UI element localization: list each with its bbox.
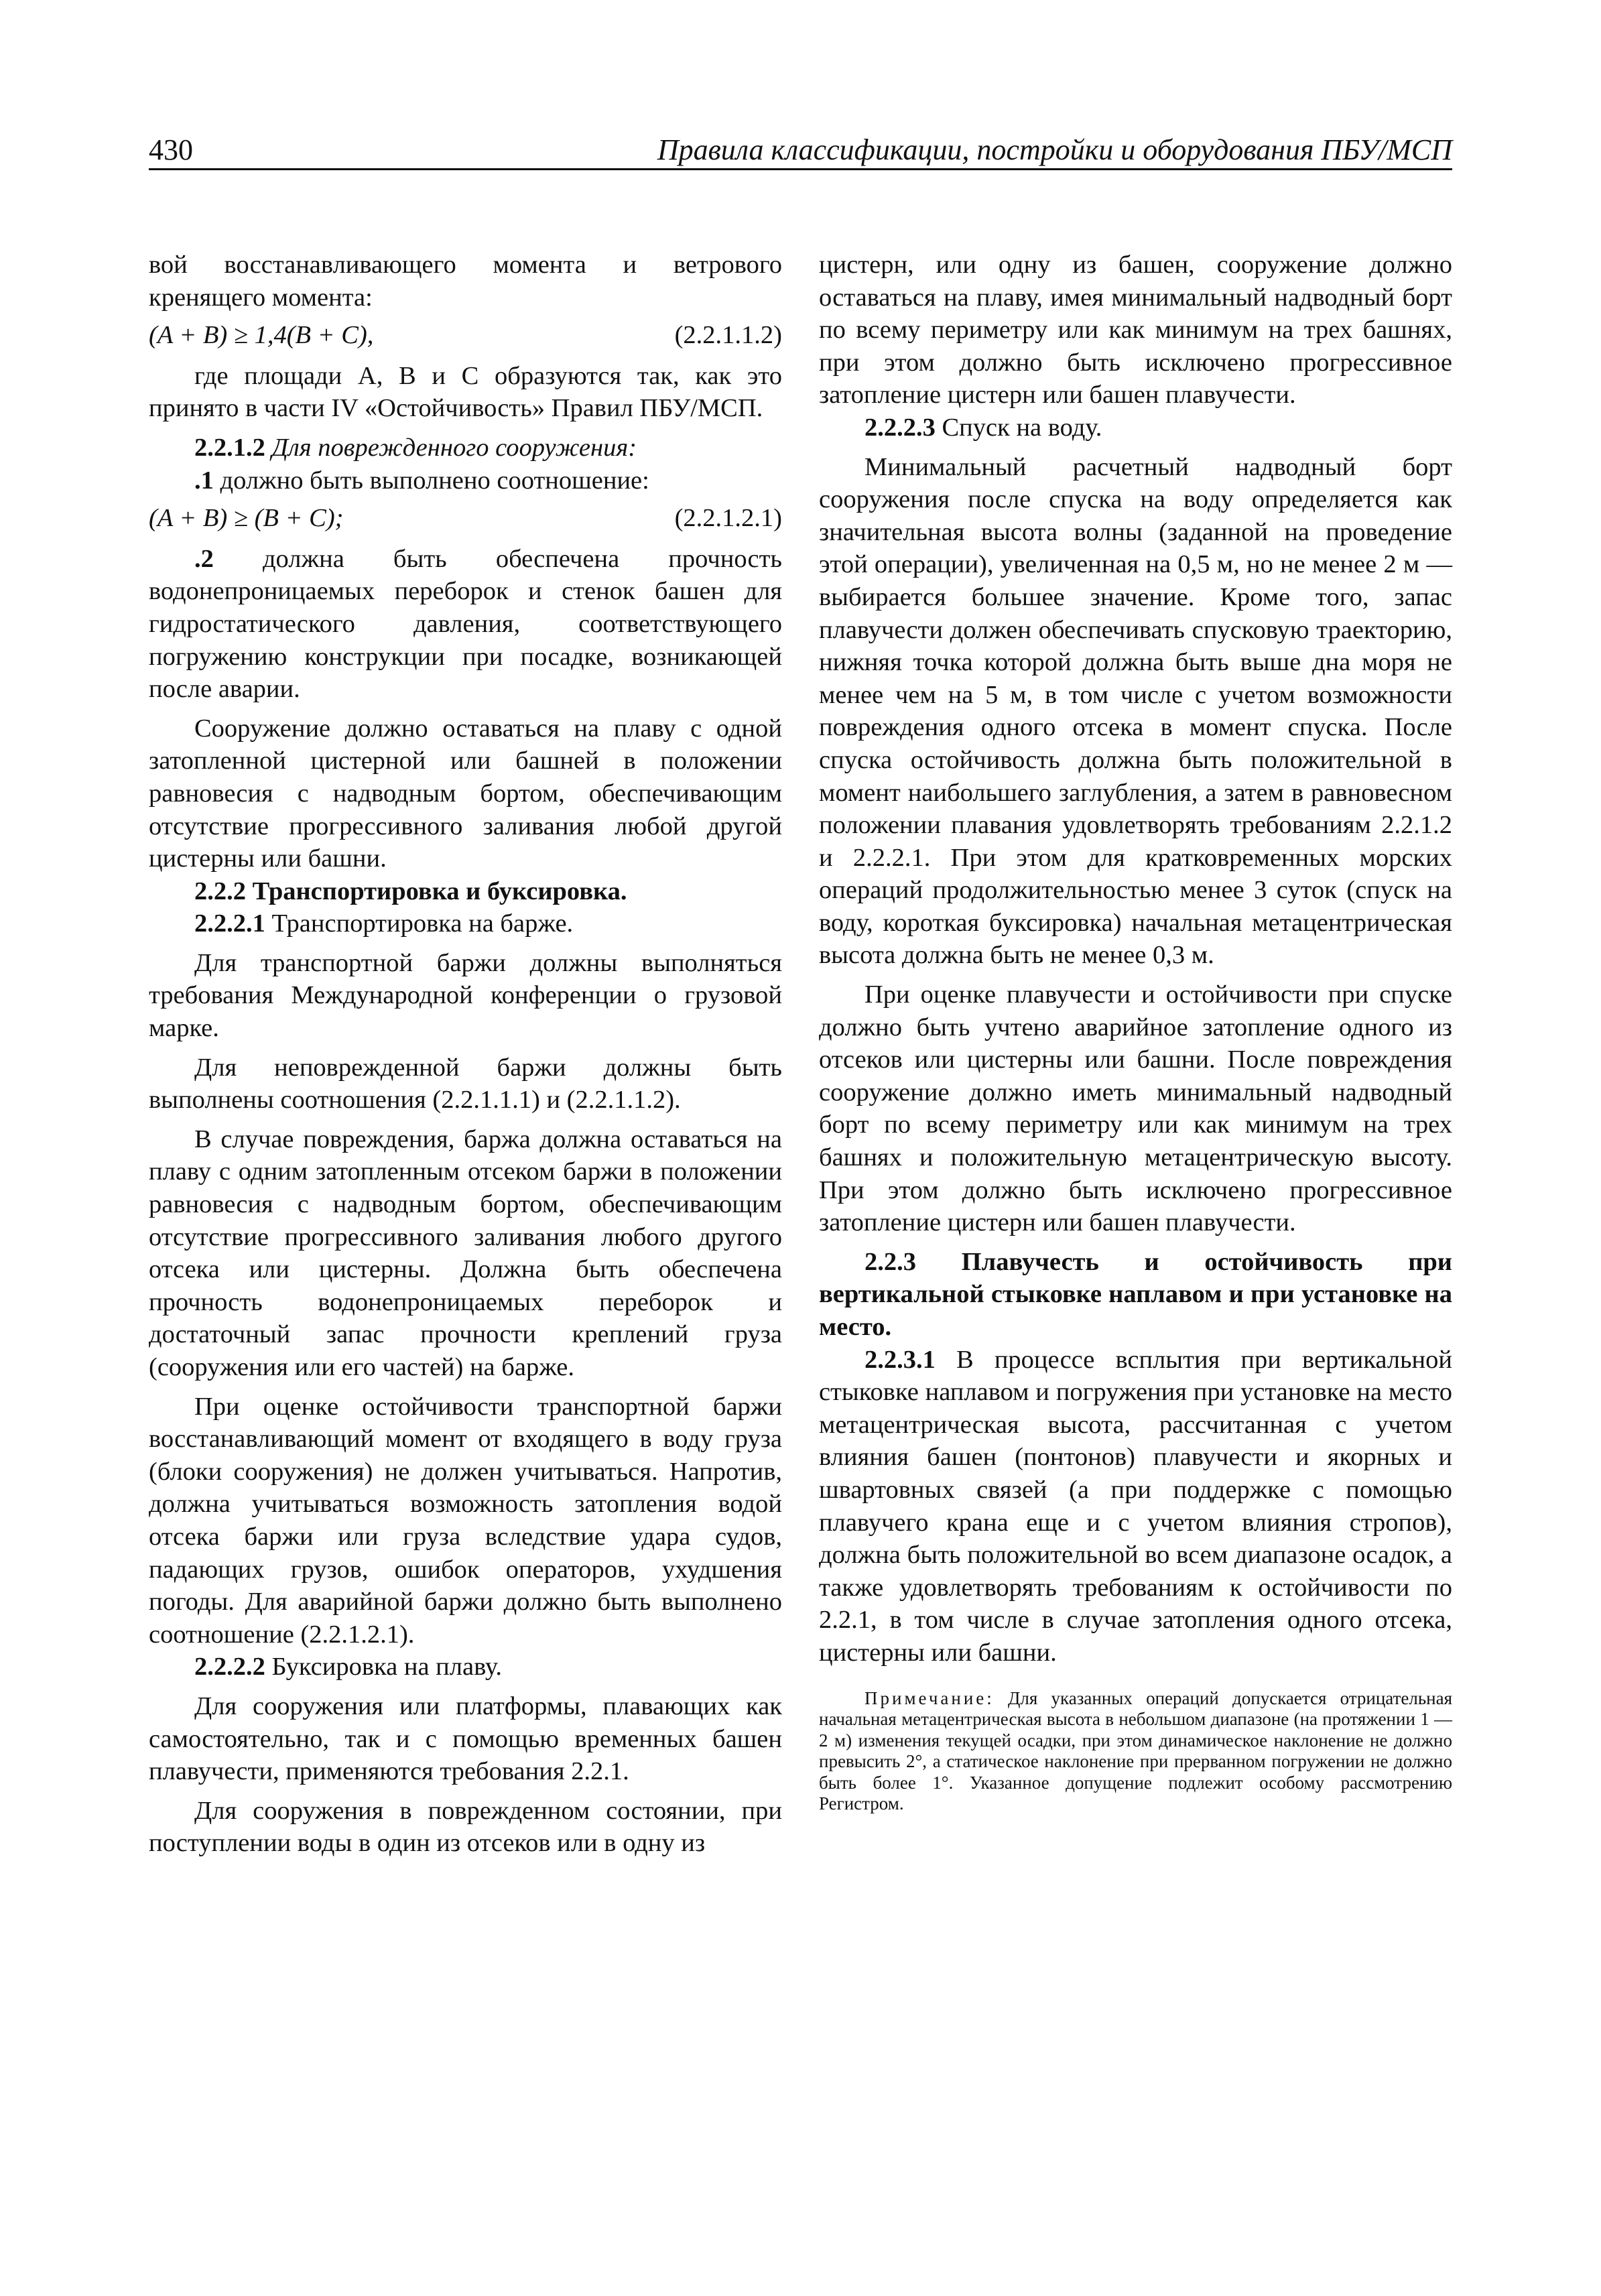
section-text: Буксировка на плаву.	[271, 1653, 502, 1681]
paragraph: При оценке плавучести и остойчивости при спуске должно быть учтено аварийное затопление одного из отсеков или цистерны или башни. После повреждения сооружение должно иметь минимальный надводный борт по всему периметру или как минимум на трех башнях и положительную метацентрическую высоту. При этом должно быть исключено прогрессивное затопление цистерн или башен плавучести.	[819, 980, 1452, 1237]
header-rule	[149, 168, 1452, 170]
section-2-2-2-1	[149, 907, 782, 940]
section-number: 2.2.2.2	[194, 1653, 265, 1681]
left-column	[149, 249, 782, 1860]
paragraph: В случае повреждения, баржа должна оставаться на плаву с одним затопленным отсеком баржи в положении равновесия с надводным бортом, обеспечивающим отсутствие прогрессивного заливания любого другого отсека или цистерны. Должна быть обеспечена прочность водонепроницаемых переборок и достаточный запас прочности креплений груза (сооружения или его частей) на барже.	[149, 1125, 782, 1381]
paragraph: Для сооружения в поврежденном состоянии, при поступлении воды в один из отсеков или в одну из	[149, 1796, 782, 1858]
formula-2-2-1-2-1	[149, 502, 782, 535]
paragraph: Для сооружения или платформы, плавающих как самостоятельно, так и с помощью временных башен плавучести, применяются требования 2.2.1.	[149, 1692, 782, 1786]
page-header	[149, 133, 1452, 173]
item-text: должно быть выполнено соотношение:	[220, 466, 649, 495]
paragraph: вой восстанавливающего момента и ветрового кренящего момента:	[149, 251, 782, 312]
paragraph: Для транспортной баржи должны выполняться требования Международной конференции о грузовой марке.	[149, 948, 782, 1043]
paragraph: Минимальный расчетный надводный борт сооружения после спуска на воду определяется как значительная высота волны (заданной на проведение этой операции), увеличенная на 0,5 м, но не менее 2 м — выбирается большее значение. Кроме того, запас плавучести должен обеспечивать спусковую траекторию, нижняя точка которой должна быть выше дна моря не менее чем на 5 м, в том числе с учетом возможности повреждения одного отсека в момент спуска. После спуска остойчивость должна быть положительной в момент наибольшего заглубления, а затем в равновесном положении плавания удовлетворять требованиям 2.2.1.2 и 2.2.2.1. При этом для кратковременных морских операций продолжительностью менее 3 суток (спуск на воду, короткая буксировка) начальная метацентрическая высота должна быть не менее 0,3 м.	[819, 452, 1452, 970]
formula-number: (2.2.1.2.1)	[674, 504, 782, 533]
section-2-2-2-2	[149, 1651, 782, 1683]
section-2-2-2-3	[819, 411, 1452, 444]
right-column	[819, 249, 1452, 1815]
section-text: Транспортировка на барже.	[271, 909, 574, 938]
item-number: .1	[194, 466, 214, 495]
list-item-2	[149, 543, 782, 706]
item-text: должна быть обеспечена прочность водонепроницаемых переборок и стенок башен для гидростатического давления, соответствующего погружению конструкции при посадке, возникающей после аварии.	[149, 544, 782, 704]
paragraph: где площади A, B и C образуются так, как это принято в части IV «Остойчивость» Правил ПБУ/МСП.	[149, 361, 782, 423]
formula-2-2-1-1-2	[149, 319, 782, 352]
section-2-2-3-1	[819, 1344, 1452, 1669]
section-text: В процессе всплытия при вертикальной стыковке наплавом и погружения при установке на место метацентрическая высота, рассчитанная с учетом влияния башен (понтонов) плавучести и якорных и швартовных связей (а при поддержке с помощью плавучего крана еще и с учетом влияния стропов), должна быть положительной во всем диапазоне осадок, а также удовлетворять требованиям к остойчивости по 2.2.1, в том числе в случае затопления одного отсека, цистерны или башни.	[819, 1345, 1453, 1667]
note-text: Для указанных операций допускается отрицательная начальная метацентрическая высота в небольшом диапазоне (на протяжении 1 — 2 м) изменения текущей осадки, при этом динамическое наклонение не должно превысить 2°, а статическое наклонение при прерванном погружении не должно быть более 1°. Указанное допущение подлежит особому рассмотрению Регистром.	[819, 1687, 1453, 1814]
formula-number: (2.2.1.1.2)	[674, 321, 782, 350]
section-2-2-1-2	[149, 432, 782, 464]
note-label: Примечание:	[864, 1687, 995, 1708]
formula-expression: (A + B) ≥ (B + C);	[149, 504, 344, 533]
section-number: 2.2.1.2	[194, 433, 265, 462]
list-item-1	[149, 464, 782, 497]
paragraph: Сооружение должно оставаться на плаву с одной затопленной цистерной или башней в положении равновесия с надводным бортом, обеспечивающим отсутствие прогрессивного заливания любой другой цистерны или башни.	[149, 714, 782, 873]
section-number: 2.2.2.3	[864, 413, 936, 442]
item-number: .2	[194, 544, 214, 573]
section-heading-2-2-3: 2.2.3 Плавучесть и остойчивость при вертикальной стыковке наплавом и при установке на место.	[819, 1247, 1452, 1341]
running-title: Правила классификации, постройки и оборудования ПБУ/МСП	[657, 133, 1452, 166]
section-heading-2-2-2: 2.2.2 Транспортировка и буксировка.	[194, 877, 627, 905]
page-number: 430	[149, 133, 193, 166]
paragraph: Для неповрежденной баржи должны быть выполнены соотношения (2.2.1.1.1) и (2.2.1.1.2).	[149, 1053, 782, 1114]
section-number: 2.2.3.1	[864, 1345, 936, 1374]
paragraph: цистерн, или одну из башен, сооружение должно оставаться на плаву, имея минимальный надводный борт по всему периметру или как минимум на трех башнях, при этом должно быть исключено прогрессивное затопление цистерн или башен плавучести.	[819, 251, 1452, 409]
formula-expression: (A + B) ≥ 1,4(B + C),	[149, 321, 374, 350]
note	[819, 1688, 1452, 1815]
section-number: 2.2.2.1	[194, 909, 265, 938]
section-text: Спуск на воду.	[942, 413, 1102, 442]
paragraph: При оценке остойчивости транспортной баржи восстанавливающий момент от входящего в воду груза (блоки сооружения) не должен учитываться. Напротив, должна учитываться возможность затопления водой отсека баржи или груза вследствие удара судов, падающих грузов, ошибок операторов, ухудшения погоды. Для аварийной баржи должно быть выполнено соотношение (2.2.1.2.1).	[149, 1392, 782, 1649]
section-text: Для поврежденного сооружения:	[271, 433, 637, 462]
